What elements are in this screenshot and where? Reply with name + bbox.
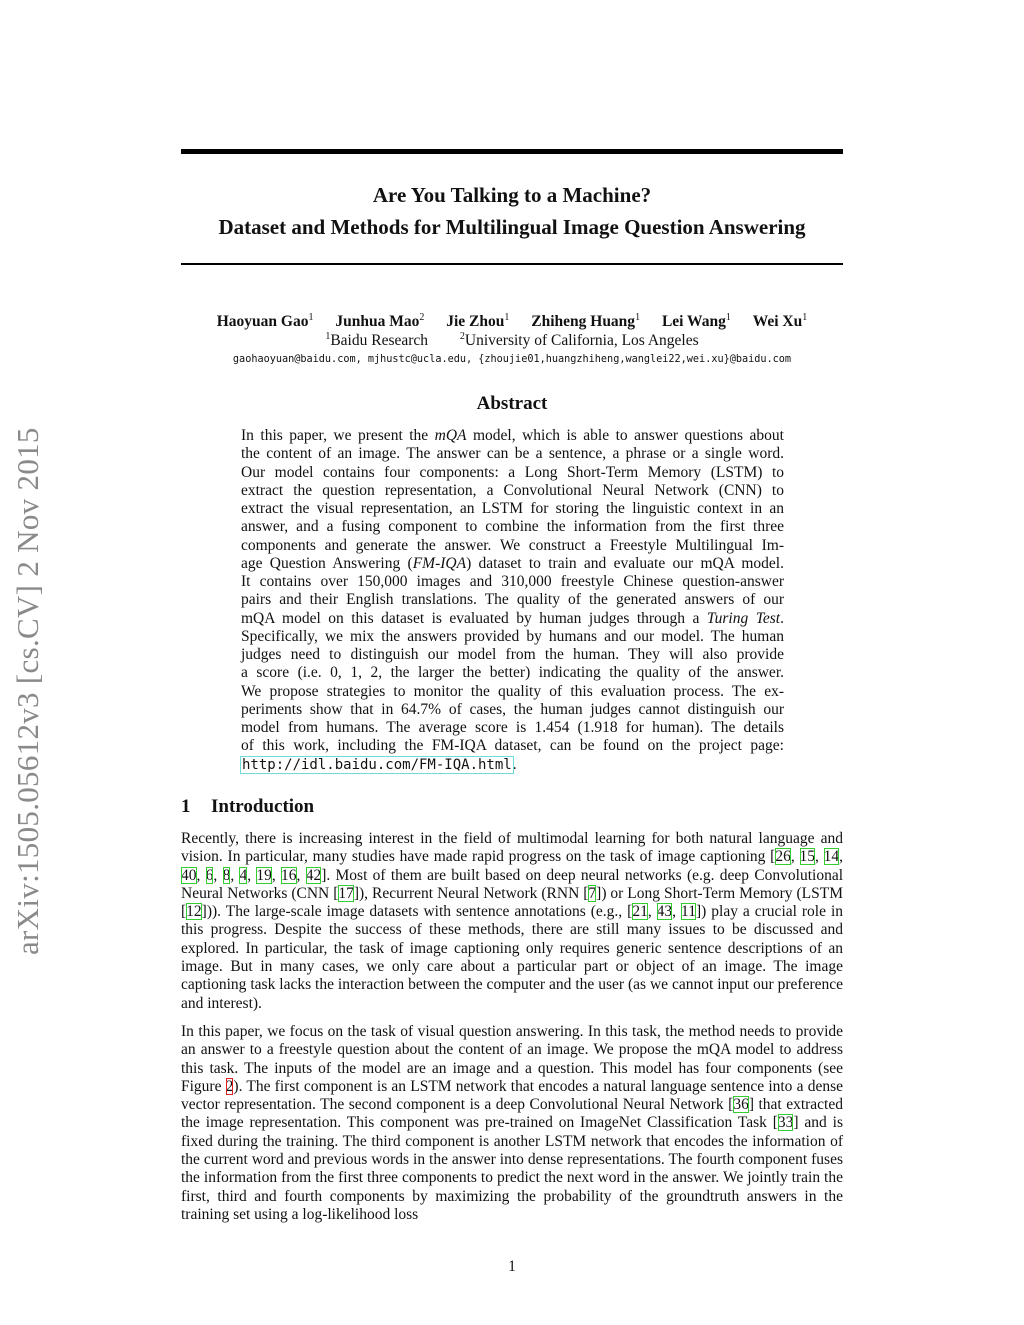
citation-link[interactable]: 12 <box>186 903 202 921</box>
abstract-line: Our model contains four components: a Long Short-Term Memory (LSTM) to <box>241 463 784 481</box>
abstract-line: pairs and their English translations. The quality of the generated answers of our <box>241 591 784 609</box>
abstract-line: model from humans. The average score is 1.454 (1.918 for human). The details <box>241 719 784 736</box>
author-emails: gaohaoyuan@baidu.com, mjhustc@ucla.edu, {zhoujie01,huangzhiheng,wanglei22,wei.xu}@baidu.com <box>232 354 792 365</box>
abstract-line: Specifically, we mix the answers provided by humans and our model. The human <box>241 627 784 645</box>
citation-link[interactable]: 7 <box>588 884 597 902</box>
citation-link[interactable]: 16 <box>281 866 297 884</box>
abstract-line: of this work, including the FM-IQA dataset, can be found on the project page: <box>241 737 784 755</box>
citation-link[interactable]: 6 <box>205 866 214 884</box>
intro-paragraph-1: Recently, there is increasing interest in the field of multimodal learning for both natural language and vision. In particular, many studies have made rapid progress on the task of image captioning [26, 15, 14, 40, 6, 8, 4, 19, 16, 42]. Most of them are built based on deep neural networks (e.g. deep Convolutional Neural Networks (CNN [17]), Recurrent Neural Network (RNN [7]) or Long Short-Term Memory (LSTM [12])). The large-scale image datasets with sentence annotations (e.g., [21, 43, 11]) play a crucial role in this progress. Despite the success of these methods, there are still many issues to be discussed and explored. In particular, the task of image captioning only requires generic sentence descriptions of an image. But in many cases, we only care about a particular part or object of an image. The image captioning task lacks the interaction between the computer and the user (as we cannot input our preference and interest). <box>181 830 844 1012</box>
citation-link[interactable]: 26 <box>775 848 791 866</box>
abstract-line: http://idl.baidu.com/FM-IQA.html. <box>242 755 517 773</box>
citation-link[interactable]: 33 <box>777 1114 794 1132</box>
affiliation: $^2$University of California, Los Angeles <box>459 331 699 350</box>
citation-link[interactable]: 8 <box>222 866 231 884</box>
abstract-line: We propose strategies to monitor the quality of this evaluation process. The ex- <box>241 682 784 700</box>
citation-link[interactable]: 36 <box>733 1096 749 1114</box>
abstract-line: the content of an image. The answer can be a sentence, a phrase or a single word. <box>241 445 784 463</box>
abstract-line: extract the visual representation, an LSTM for storing the linguistic context in an <box>241 500 784 517</box>
author: Haoyuan Gao$^1$ <box>216 312 314 331</box>
section-title: Introduction <box>211 796 315 817</box>
author: Junhua Mao$^2$ <box>335 312 425 331</box>
title-line-1: Are You Talking to a Machine? <box>372 183 652 207</box>
arxiv-side-stamp: arXiv:1505.05612v3 [cs.CV] 2 Nov 2015 <box>10 427 45 955</box>
author: Lei Wang$^1$ <box>661 312 731 331</box>
author: Jie Zhou$^1$ <box>446 312 510 331</box>
page-number: 1 <box>508 1258 516 1275</box>
citation-link[interactable]: 15 <box>799 848 815 866</box>
citation-link[interactable]: 42 <box>305 866 322 884</box>
section-number: 1 <box>181 796 191 817</box>
citation-link[interactable]: 43 <box>656 903 673 921</box>
section-heading <box>181 796 843 818</box>
citation-link[interactable]: 11 <box>681 903 696 921</box>
abstract-line: In this paper, we present the mQA model, which is able to answer questions about <box>241 427 784 444</box>
citation-link[interactable]: 14 <box>823 848 840 866</box>
affiliation: $^1$Baidu Research <box>325 331 429 350</box>
intro-paragraph-2: In this paper, we focus on the task of visual question answering. In this task, the method needs to provide an answer to a freestyle question about the content of an image. We propose the mQA model to address this task. The inputs of the model are an image and a question. This model has four components (see Figure 2). The first component is an LSTM network that encodes a natural language sentence into a dense vector representation. The second component is a deep Convolutional Neural Network [36] that extracted the image representation. This component was pre-trained on ImageNet Classification Task [33] and is fixed during the training. The third component is another LSTM network that encodes the information of the current word and previous words in the answer into dense representations. The fourth component fuses the information from the first three components to predict the next word in the answer. We jointly train the first, third and fourth components by maximizing the probability of the groundtruth answers in the training set using a log-likelihood loss <box>181 1023 843 1223</box>
author: Wei Xu$^1$ <box>752 312 808 331</box>
abstract-heading: Abstract <box>476 393 548 414</box>
abstract-line: judges need to distinguish our model from the human. They will also provide <box>241 646 784 663</box>
abstract-line: components and generate the answer. We construct a Freestyle Multilingual Im- <box>241 536 784 554</box>
project-page-link[interactable]: http://idl.baidu.com/FM-IQA.html <box>242 756 512 773</box>
abstract-line: It contains over 150,000 images and 310,000 freestyle Chinese question-answer <box>241 573 784 590</box>
title-top-rule <box>181 149 843 154</box>
abstract-line: answer, and a fusing component to combine the information from the first three <box>241 518 784 536</box>
author-list <box>181 312 843 331</box>
title-line-2: Dataset and Methods for Multilingual Image Question Answering <box>218 215 806 239</box>
author: Zhiheng Huang$^1$ <box>531 312 641 331</box>
title-bottom-rule <box>181 263 843 265</box>
citation-link[interactable]: 4 <box>239 866 248 884</box>
citation-link[interactable]: 21 <box>632 903 648 921</box>
citation-link[interactable]: 19 <box>256 866 272 884</box>
figure-link[interactable]: 2 <box>225 1077 234 1095</box>
abstract-line: age Question Answering (FM-IQA) dataset to train and evaluate our mQA model. <box>241 554 784 572</box>
citation-link[interactable]: 40 <box>181 866 197 884</box>
abstract-line: extract the question representation, a Convolutional Neural Network (CNN) to <box>241 481 784 499</box>
affiliations <box>181 331 843 350</box>
abstract-body <box>241 427 784 774</box>
abstract-line: a score (i.e. 0, 1, 2, the larger the better) indicating the quality of the answer. <box>241 664 784 682</box>
citation-link[interactable]: 17 <box>338 884 354 902</box>
abstract-line: mQA model on this dataset is evaluated by human judges through a Turing Test. <box>241 609 784 627</box>
abstract-line: periments show that in 64.7% of cases, the human judges cannot distinguish our <box>241 700 784 718</box>
